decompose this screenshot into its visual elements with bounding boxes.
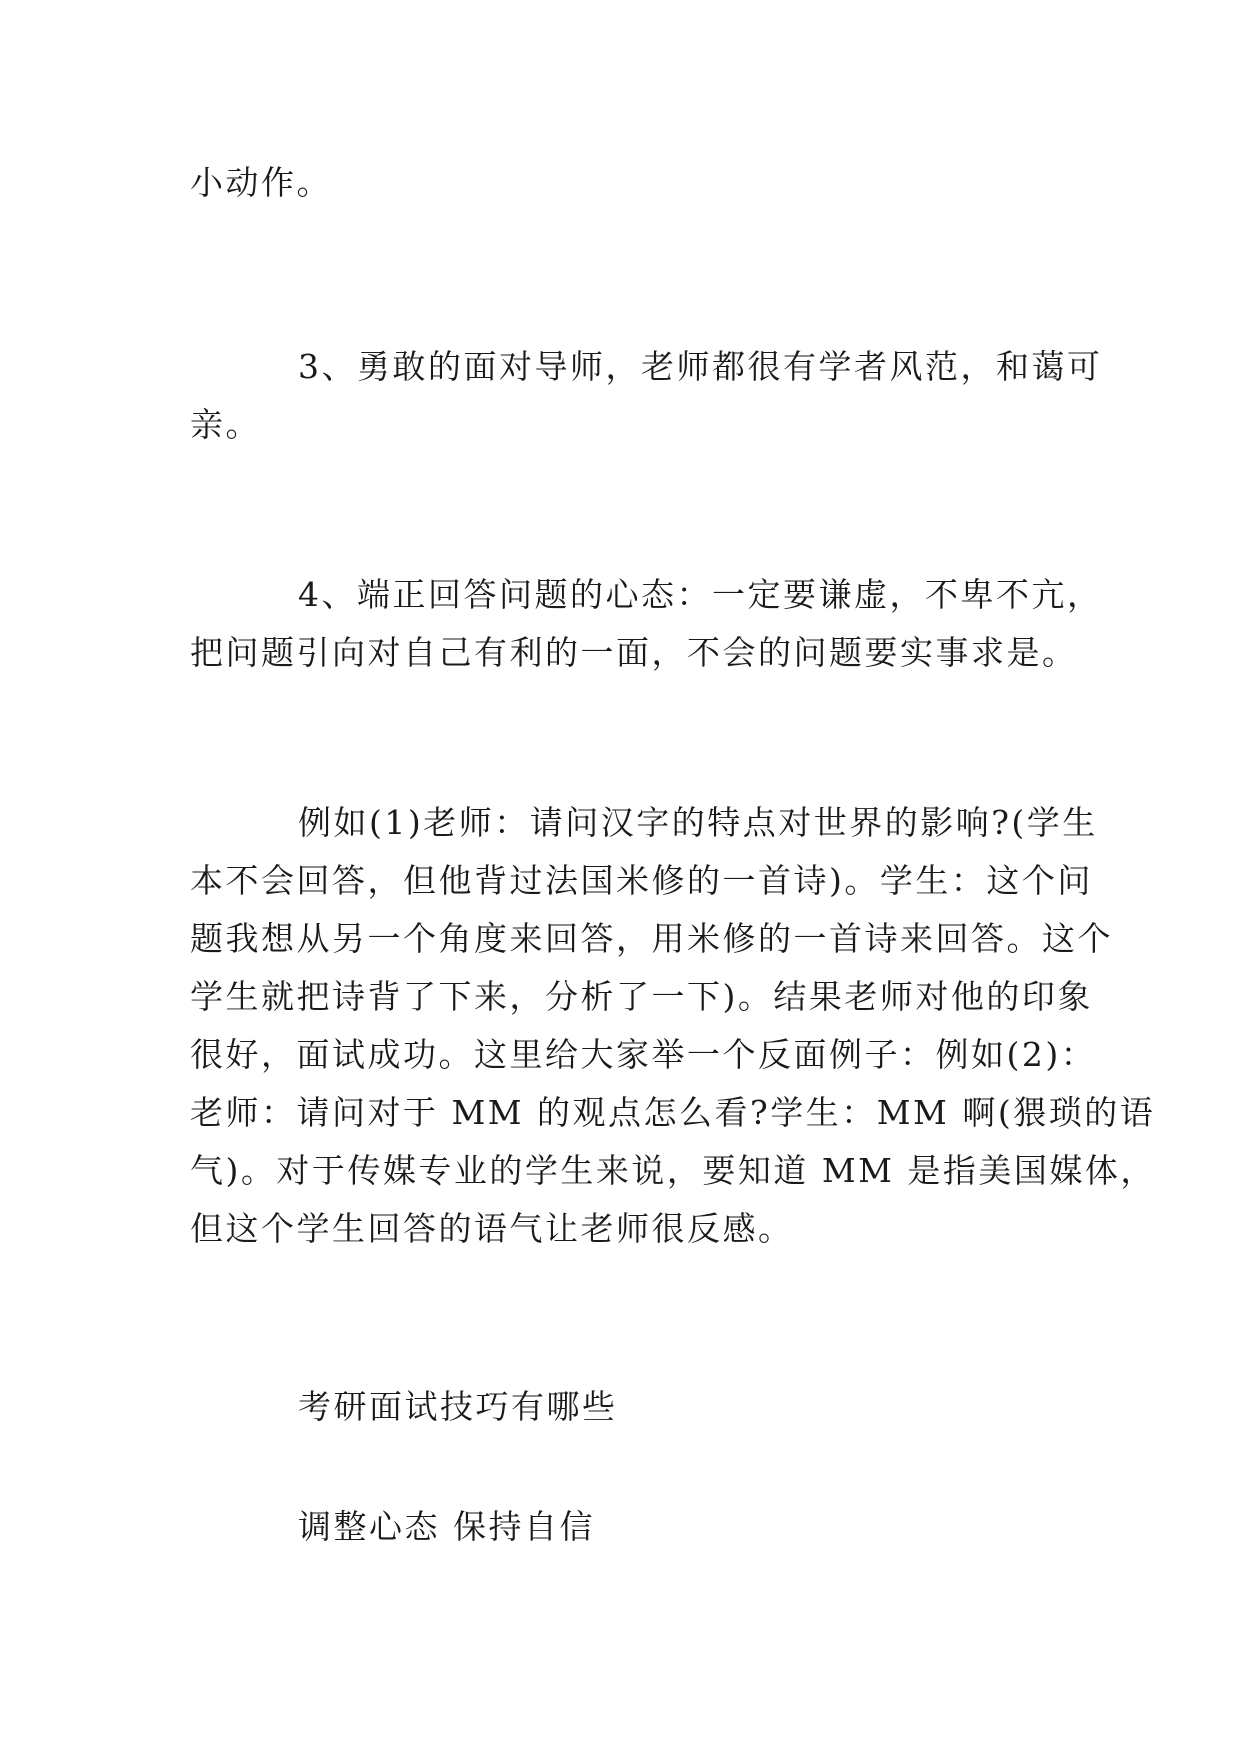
text-line: 但这个学生回答的语气让老师很反感。 [190,1209,794,1248]
text-line: 气)。对于传媒专业的学生来说，要知道 MM 是指美国媒体， [190,1151,1156,1190]
text-line: 亲。 [190,405,261,444]
text-line: 老师：请问对于 MM 的观点怎么看?学生：MM 啊(猥琐的语 [190,1093,1156,1132]
heading-text: 考研面试技巧有哪些 [298,1387,618,1426]
text-line: 例如(1)老师：请问汉字的特点对世界的影响?(学生 [298,803,1098,842]
paragraph-4-attitude [190,566,1103,682]
text-line: 题我想从另一个角度来回答，用米修的一首诗来回答。这个 [190,919,1113,958]
section-subheading-confidence [190,1498,1070,1556]
text-line: 3、勇敢的面对导师，老师都很有学者风范，和蔼可 [298,347,1103,386]
text-line: 4、端正回答问题的心态：一定要谦虚，不卑不亢， [298,575,1103,614]
text-line: 本不会回答，但他背过法国米修的一首诗)。学生：这个问 [190,861,1093,900]
paragraph-examples [190,794,1156,1258]
paragraph-3-face-mentor [190,338,1103,454]
subheading-text: 调整心态 保持自信 [298,1507,595,1546]
text-line: 把问题引向对自己有利的一面，不会的问题要实事求是。 [190,633,1078,672]
paragraph-continuation [190,154,1070,212]
text-line: 学生就把诗背了下来，分析了一下)。结果老师对他的印象 [190,977,1093,1016]
text-line: 很好，面试成功。这里给大家举一个反面例子：例如(2)： [190,1035,1097,1074]
section-heading-interview-tips [190,1378,1070,1436]
text-line: 小动作。 [190,163,332,202]
